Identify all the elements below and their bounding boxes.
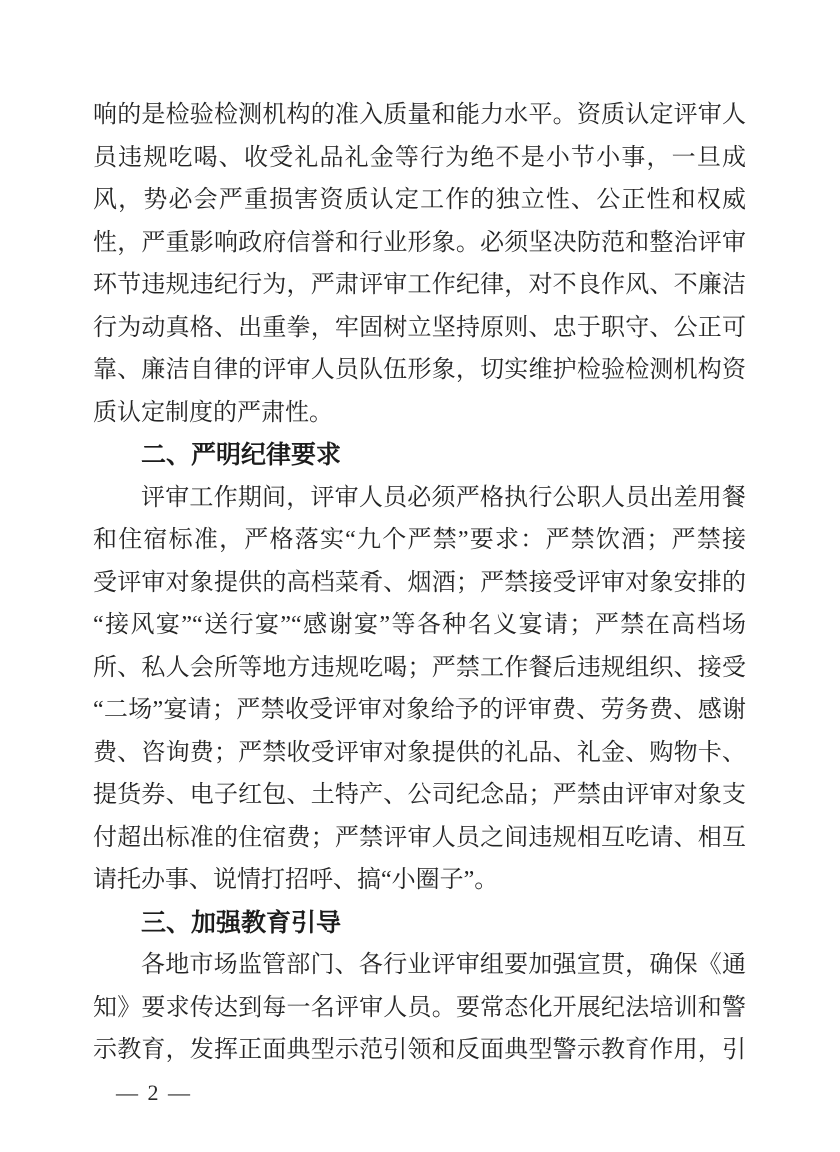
paragraph-2 <box>93 477 746 902</box>
body-line: 环节违规违纪行为，严肃评审工作纪律，对不良作风、不廉洁 <box>93 272 746 298</box>
body-line: 风，势必会严重损害资质认定工作的独立性、公正性和权威 <box>93 187 746 213</box>
body-line: 质认定制度的严肃性。 <box>93 399 333 426</box>
body-line: 评审工作期间，评审人员必须严格执行公职人员出差用餐 <box>141 484 746 511</box>
body-line: 和住宿标准，严格落实“九个严禁”要求：严禁饮酒；严禁接 <box>93 527 746 553</box>
body-line: 示教育，发挥正面典型示范引领和反面典型警示教育作用，引 <box>93 1037 746 1063</box>
body-line: 请托办事、说情打招呼、搞“小圈子”。 <box>93 867 499 893</box>
body-line: 所、私人会所等地方违规吃喝；严禁工作餐后违规组织、接受 <box>93 654 746 681</box>
body-line: 性，严重影响政府信誉和行业形象。必须坚决防范和整治评审 <box>93 229 746 256</box>
section-heading-3: 三、加强教育引导 <box>141 908 342 937</box>
body-line: 员违规吃喝、收受礼品礼金等行为绝不是小节小事，一旦成 <box>93 144 746 171</box>
body-line: 靠、廉洁自律的评审人员队伍形象，切实维护检验检测机构资 <box>93 357 746 383</box>
page-number: — 2 — <box>116 1080 192 1105</box>
body-line: 行为动真格、出重拳，牢固树立坚持原则、忠于职守、公正可 <box>93 314 746 341</box>
paragraph-3 <box>93 944 746 1072</box>
body-line: 知》要求传达到每一名评审人员。要常态化开展纪法培训和警 <box>93 994 746 1021</box>
paragraph-1 <box>93 94 746 434</box>
body-line: 费、咨询费；严禁收受评审对象提供的礼品、礼金、购物卡、 <box>93 739 746 766</box>
document-text-block <box>93 94 746 1072</box>
body-line: 受评审对象提供的高档菜肴、烟酒；严禁接受评审对象安排的 <box>93 569 746 596</box>
body-line: 响的是检验检测机构的准入质量和能力水平。资质认定评审人 <box>93 102 746 128</box>
section-heading-2: 二、严明纪律要求 <box>141 441 342 469</box>
body-line: 提货券、电子红包、土特产、公司纪念品；严禁由评审对象支 <box>93 782 746 808</box>
body-line: “二场”宴请；严禁收受评审对象给予的评审费、劳务费、感谢 <box>93 697 746 723</box>
body-line: 各地市场监管部门、各行业评审组要加强宣贯，确保《通 <box>141 952 746 978</box>
body-line: “接风宴”“送行宴”“感谢宴”等各种名义宴请；严禁在高档场 <box>93 612 746 638</box>
body-line: 付超出标准的住宿费；严禁评审人员之间违规相互吃请、相互 <box>93 824 746 851</box>
